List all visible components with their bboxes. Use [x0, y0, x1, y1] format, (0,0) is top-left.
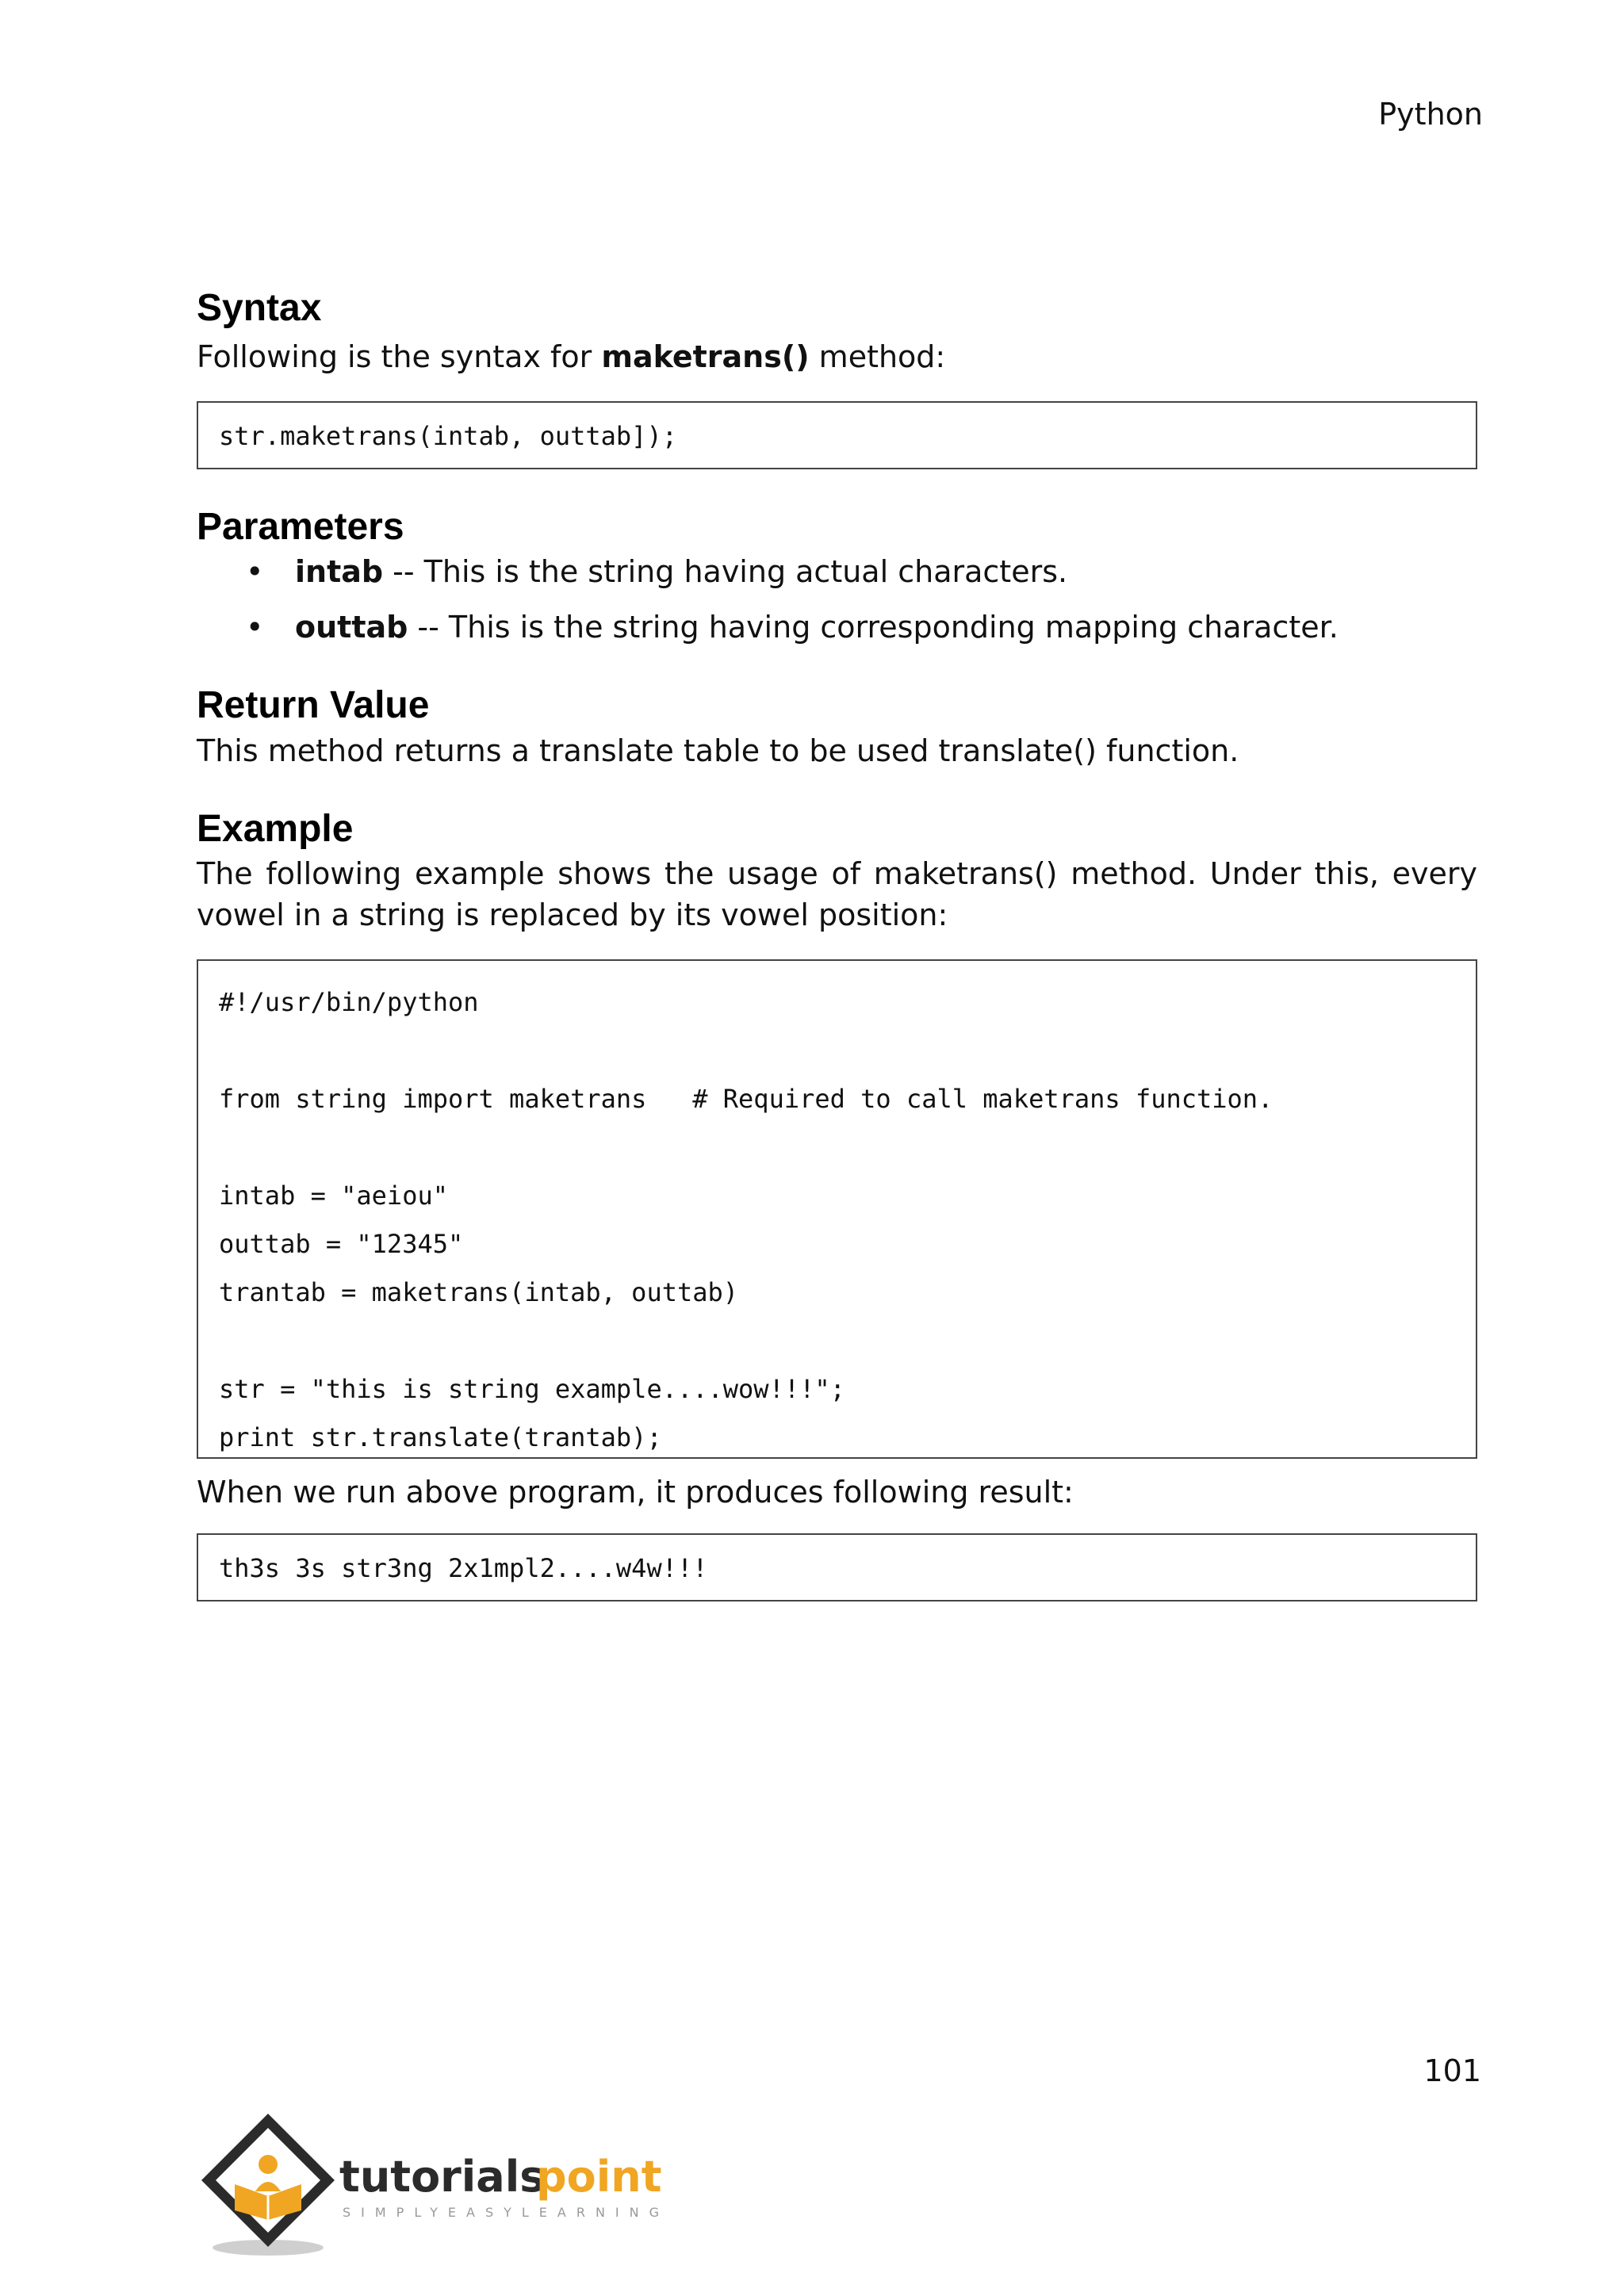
syntax-code-line: str.maketrans(intab, outtab]); [219, 420, 677, 451]
logo-text-tutorials: tutorials [339, 2152, 546, 2202]
syntax-code-box [197, 401, 1477, 469]
parameter-name: intab [295, 554, 384, 590]
bullet-icon: • [246, 610, 264, 645]
code-line: print str.translate(trantab); [219, 1422, 662, 1453]
bullet-icon: • [246, 554, 264, 590]
parameter-desc: -- This is the string having actual characters. [383, 554, 1068, 590]
code-blank-line [219, 1123, 1455, 1172]
code-line: outtab = "12345" [219, 1229, 464, 1260]
code-line: from string import maketrans # Required to call maketrans function. [219, 1084, 1274, 1115]
result-code-box [197, 1533, 1477, 1601]
code-blank-line [219, 1027, 1455, 1075]
example-heading: Example [197, 807, 354, 850]
code-line: intab = "aeiou" [219, 1181, 448, 1211]
syntax-intro [197, 336, 1477, 377]
code-line: #!/usr/bin/python [219, 987, 479, 1018]
example-code-box [197, 959, 1477, 1459]
page-number: 101 [1423, 2053, 1481, 2088]
logo-text-point: point [536, 2152, 662, 2202]
parameters-heading: Parameters [197, 505, 404, 548]
person-head-icon [259, 2155, 278, 2174]
example-text: The following example shows the usage of maketrans() method. Under this, every vowel in a string is replaced by its vowel position: [197, 856, 1477, 933]
return-value-heading: Return Value [197, 684, 430, 727]
logo-tagline: SIMPLYEASYLEARNING [343, 2205, 670, 2220]
main-content [197, 285, 1477, 1601]
syntax-heading: Syntax [197, 287, 322, 329]
parameter-item [197, 607, 1477, 648]
code-blank-line [219, 1317, 1455, 1365]
tutorialspoint-logo [195, 2109, 687, 2260]
running-header: Python [1378, 97, 1483, 132]
parameter-item [197, 551, 1477, 592]
result-intro-text: When we run above program, it produces following result: [197, 1475, 1074, 1510]
return-value-text: This method returns a translate table to be used translate() function. [197, 733, 1239, 768]
result-code-line: th3s 3s str3ng 2x1mpl2....w4w!!! [219, 1553, 708, 1584]
syntax-method-name: maketrans() [601, 339, 810, 374]
syntax-intro-prefix: Following is the syntax for [197, 339, 602, 374]
parameter-name: outtab [295, 610, 408, 645]
code-line: str = "this is string example....wow!!!"; [219, 1374, 845, 1405]
code-line: trantab = maketrans(intab, outtab) [219, 1277, 739, 1308]
parameters-list [197, 551, 1477, 648]
parameter-desc: -- This is the string having corresponding mapping character. [408, 610, 1339, 645]
syntax-intro-suffix: method: [809, 339, 946, 374]
